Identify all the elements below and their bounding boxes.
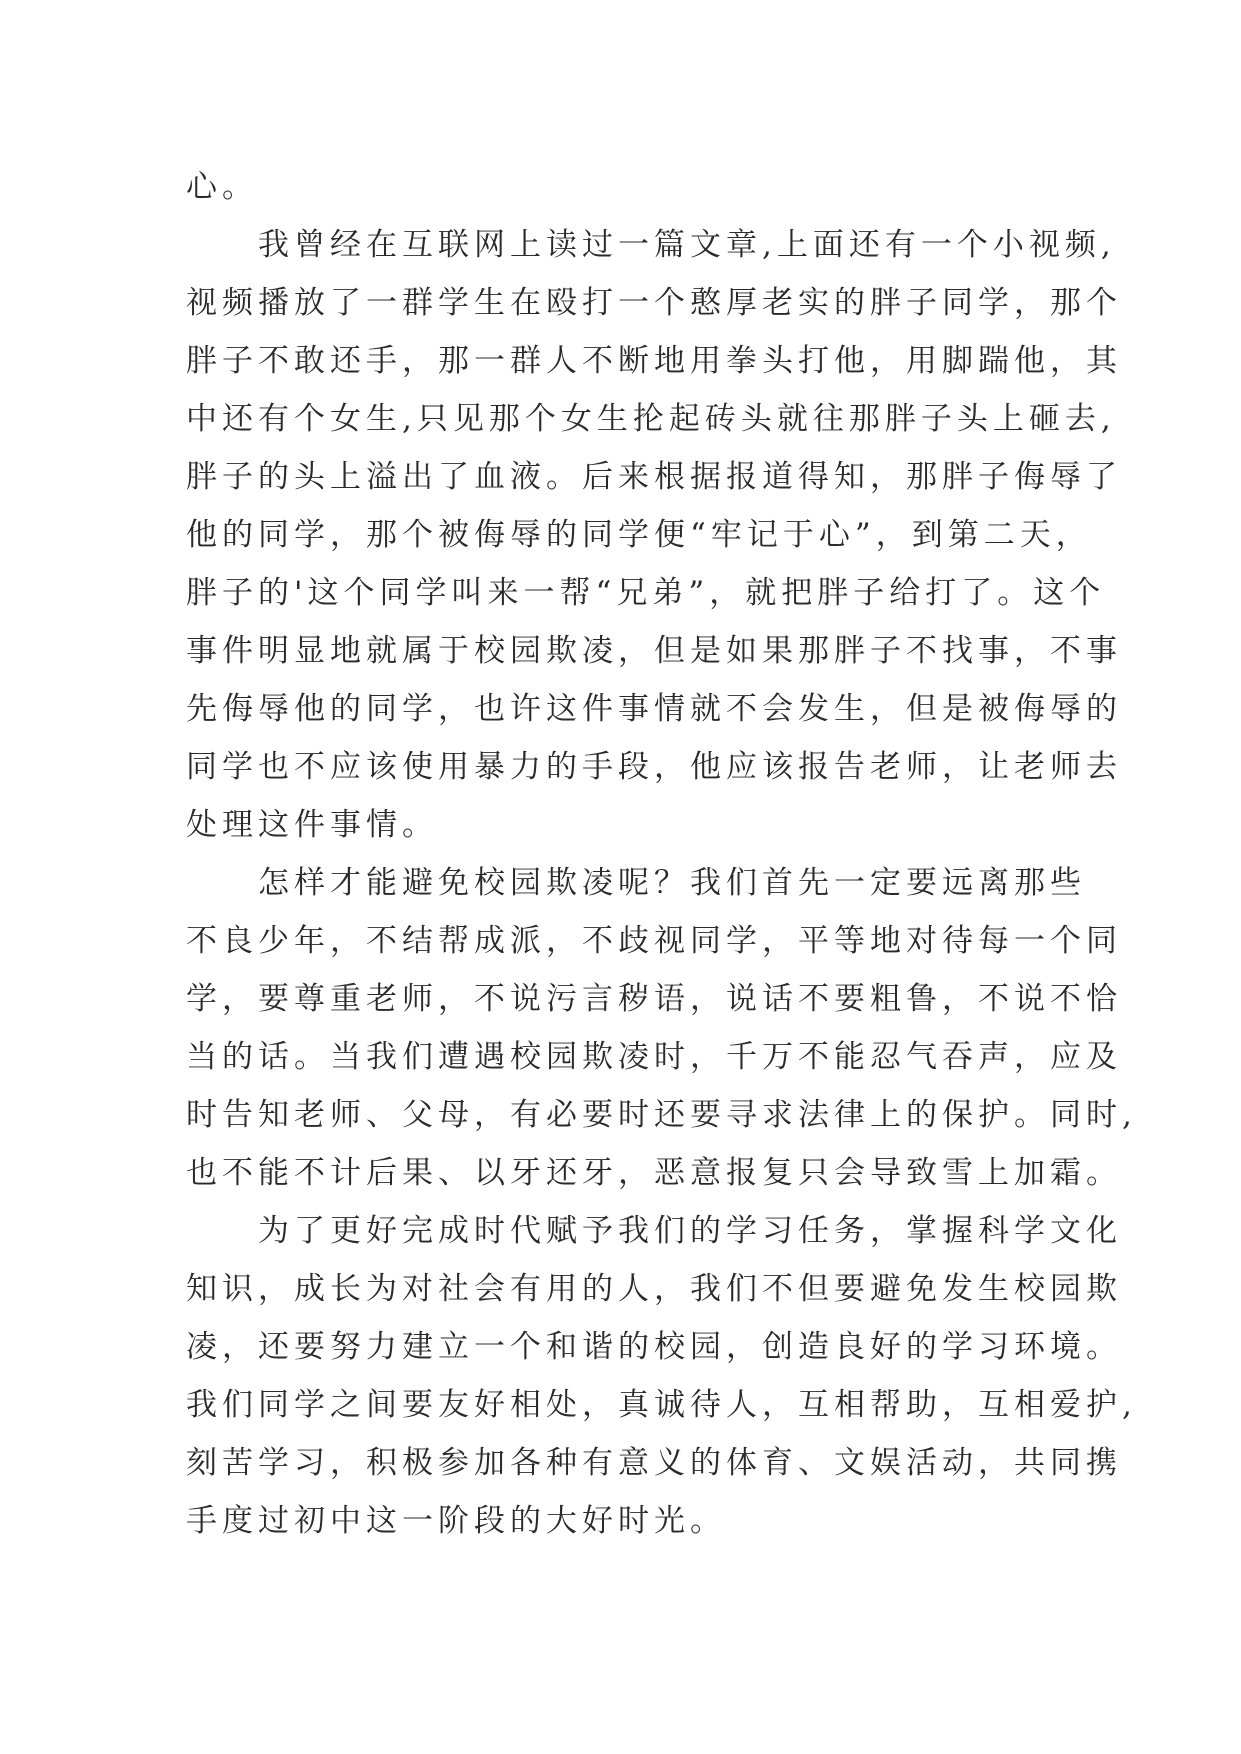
- text-line: 同学也不应该使用暴力的手段，他应该报告老师，让老师去: [186, 749, 1122, 785]
- text-line: 不良少年，不结帮成派，不歧视同学，平等地对待每一个同: [186, 923, 1122, 959]
- text-line: 胖子不敢还手，那一群人不断地用拳头打他，用脚踹他，其: [186, 343, 1122, 379]
- document-body: [186, 158, 1137, 1550]
- text-line: 也不能不计后果、以牙还牙，恶意报复只会导致雪上加霜。: [186, 1155, 1122, 1191]
- paragraph-first-line: 我曾经在互联网上读过一篇文章,上面还有一个小视频,: [258, 227, 1116, 263]
- text-line: 凌，还要努力建立一个和谐的校园，创造良好的学习环境。: [186, 1329, 1122, 1365]
- text-line: 胖子的头上溢出了血液。后来根据报道得知，那胖子侮辱了: [186, 459, 1122, 495]
- text-line: 当的话。当我们遭遇校园欺凌时，千万不能忍气吞声，应及: [186, 1039, 1122, 1075]
- text-line: 心。: [186, 169, 258, 205]
- text-line: 学，要尊重老师，不说污言秽语，说话不要粗鲁，不说不恰: [186, 981, 1122, 1017]
- paragraph-first-line: 怎样才能避免校园欺凌呢？我们首先一定要远离那些: [258, 865, 1086, 901]
- text-line: 事件明显地就属于校园欺凌，但是如果那胖子不找事，不事: [186, 633, 1122, 669]
- text-line: 时告知老师、父母，有必要时还要寻求法律上的保护。同时,: [186, 1097, 1137, 1133]
- text-line: 他的同学，那个被侮辱的同学便“牢记于心”，到第二天，: [186, 517, 1092, 553]
- text-line: 处理这件事情。: [186, 807, 438, 843]
- text-line: 知识，成长为对社会有用的人，我们不但要避免发生校园欺: [186, 1271, 1122, 1307]
- text-line: 我们同学之间要友好相处，真诚待人，互相帮助，互相爱护,: [186, 1387, 1137, 1423]
- text-line: 视频播放了一群学生在殴打一个憨厚老实的胖子同学，那个: [186, 285, 1122, 321]
- text-line: 刻苦学习，积极参加各种有意义的体育、文娱活动，共同携: [186, 1445, 1122, 1481]
- text-line: 先侮辱他的同学，也许这件事情就不会发生，但是被侮辱的: [186, 691, 1122, 727]
- text-line: 中还有个女生,只见那个女生抡起砖头就往那胖子头上砸去,: [186, 401, 1116, 437]
- paragraph-first-line: 为了更好完成时代赋予我们的学习任务，掌握科学文化: [258, 1213, 1122, 1249]
- text-line: 手度过初中这一阶段的大好时光。: [186, 1503, 726, 1539]
- text-line: 胖子的'这个同学叫来一帮“兄弟”，就把胖子给打了。这个: [186, 575, 1106, 611]
